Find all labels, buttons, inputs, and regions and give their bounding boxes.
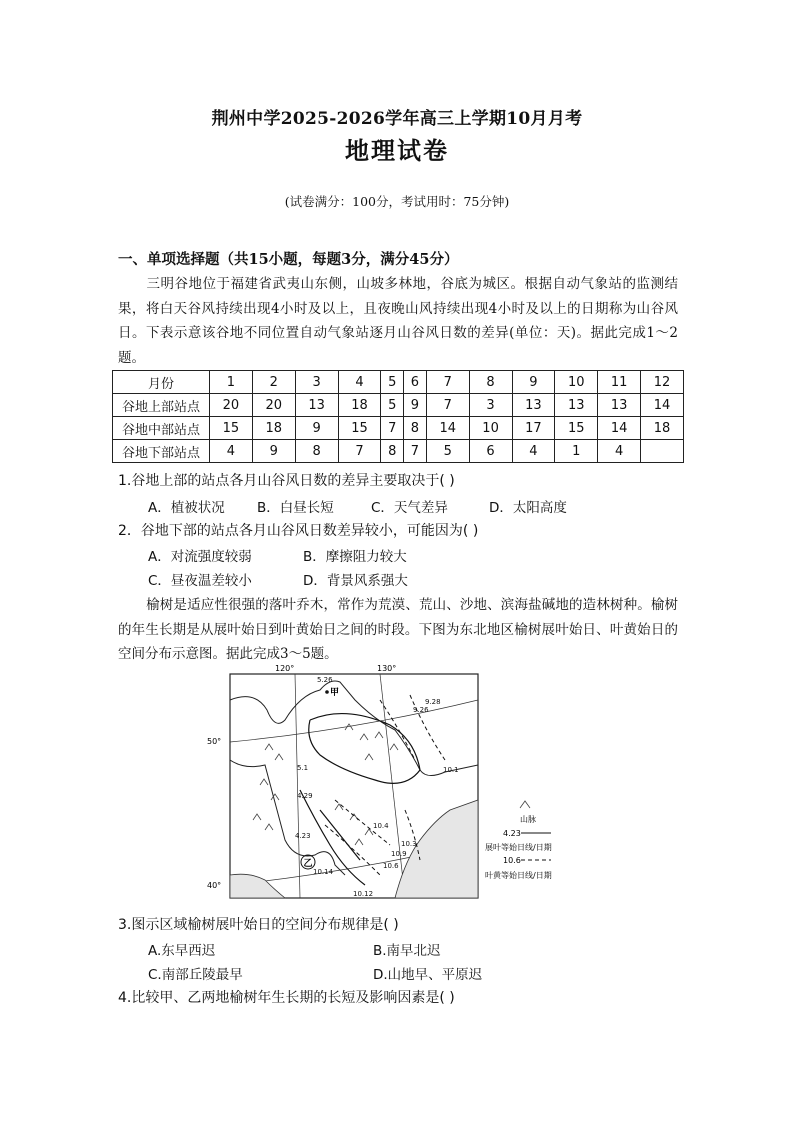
contour-label: 10.14 xyxy=(313,868,334,876)
table-header-row xyxy=(113,371,684,394)
place-jia-label: 甲 xyxy=(330,688,340,698)
table-cell: 15 xyxy=(210,417,253,440)
q3-option-c[interactable]: C.南部丘陵最早 xyxy=(148,967,243,983)
table-cell: 13 xyxy=(555,394,598,417)
month-header-cell: 5 xyxy=(381,371,404,394)
table-cell: 5 xyxy=(381,394,404,417)
lon-label-130: 130° xyxy=(377,664,397,673)
month-header-cell: 6 xyxy=(404,371,427,394)
contour-label: 4.23 xyxy=(295,832,311,840)
station-label-cell: 谷地上部站点 xyxy=(113,394,210,417)
legend-mountain: 山脉 xyxy=(520,815,536,824)
passage-2-text: 榆树是适应性很强的落叶乔木，常作为荒漠、荒山、沙地、滨海盐碱地的造林树种。榆树的年生长期是从展叶始日到叶黄始日之间的时段。下图为东北地区榆树展叶始日、叶黄始日的空间分布示意图。据此完成3～5题。 xyxy=(118,597,678,662)
contour-label: 5.1 xyxy=(297,764,309,772)
subject-title: 地理试卷 xyxy=(345,136,449,165)
q2-option-c[interactable]: C．昼夜温差较小 xyxy=(148,573,252,589)
month-header-cell: 1 xyxy=(210,371,253,394)
month-header-cell: 9 xyxy=(512,371,555,394)
month-header-cell: 4 xyxy=(338,371,381,394)
month-header-cell: 2 xyxy=(252,371,295,394)
table-cell: 13 xyxy=(295,394,338,417)
q1-option-d[interactable]: D．太阳高度 xyxy=(489,500,567,516)
table-cell: 3 xyxy=(469,394,512,417)
q3-option-a[interactable]: A.东早西迟 xyxy=(148,943,216,959)
lat-label-50: 50° xyxy=(207,737,222,746)
contour-label: 10.1 xyxy=(443,766,459,774)
table-cell: 14 xyxy=(598,417,641,440)
lat-label-40: 40° xyxy=(207,881,222,890)
table-cell xyxy=(641,440,684,463)
month-header-cell: 3 xyxy=(295,371,338,394)
legend-yellow-date: 10.6 xyxy=(503,856,521,865)
month-header-cell: 8 xyxy=(469,371,512,394)
legend-leaf-date: 4.23 xyxy=(503,829,521,838)
table-cell: 20 xyxy=(252,394,295,417)
table-row xyxy=(113,394,684,417)
table-cell: 8 xyxy=(295,440,338,463)
table-cell: 7 xyxy=(404,440,427,463)
table-header-label: 月份 xyxy=(113,371,210,394)
table-cell: 13 xyxy=(598,394,641,417)
table-row xyxy=(113,417,684,440)
q2-option-d[interactable]: D．背景风系强大 xyxy=(303,573,408,589)
table-cell: 7 xyxy=(381,417,404,440)
table-cell: 9 xyxy=(404,394,427,417)
question-2: 2．谷地下部的站点各月山谷风日数差异较小，可能因为( ) xyxy=(118,523,479,539)
passage-1-text: 三明谷地位于福建省武夷山东侧，山坡多林地，谷底为城区。根据自动气象站的监测结果，将白天谷风持续出现4小时及以上，且夜晚山风持续出现4小时及以上的日期称为山谷风日。下表示意该谷地不同位置自动气象站逐月山谷风日数的差异(单位：天)。据此完成1～2题。 xyxy=(118,276,678,366)
contour-label: 10.9 xyxy=(391,850,407,858)
exam-info: (试卷满分：100分，考试用时：75分钟) xyxy=(284,194,510,209)
table-cell: 7 xyxy=(426,394,469,417)
legend-yellow-label: 叶黄等始日线/日期 xyxy=(485,871,552,880)
table-cell: 9 xyxy=(252,440,295,463)
table-cell: 1 xyxy=(555,440,598,463)
q1-option-c[interactable]: C．天气差异 xyxy=(371,500,448,516)
table-cell: 4 xyxy=(512,440,555,463)
contour-label: 4.29 xyxy=(297,792,313,800)
table-cell: 5 xyxy=(426,440,469,463)
table-cell: 8 xyxy=(381,440,404,463)
contour-label: 9.28 xyxy=(425,698,441,706)
table-cell: 20 xyxy=(210,394,253,417)
table-cell: 15 xyxy=(338,417,381,440)
passage-2 xyxy=(118,593,678,667)
q1-option-b[interactable]: B．白昼长短 xyxy=(257,500,334,516)
q3-option-d[interactable]: D.山地早、平原迟 xyxy=(373,967,483,983)
q2-option-a[interactable]: A．对流强度较弱 xyxy=(148,549,252,565)
contour-label: 10.4 xyxy=(373,822,389,830)
table-cell: 18 xyxy=(338,394,381,417)
station-label-cell: 谷地下部站点 xyxy=(113,440,210,463)
table-cell: 14 xyxy=(426,417,469,440)
table-cell: 8 xyxy=(404,417,427,440)
table-cell: 6 xyxy=(469,440,512,463)
contour-label: 9.26 xyxy=(413,706,429,714)
month-header-cell: 11 xyxy=(598,371,641,394)
month-header-cell: 10 xyxy=(555,371,598,394)
place-jia-dot xyxy=(325,690,329,694)
contour-label: 10.3 xyxy=(401,840,417,848)
exam-title: 荆州中学2025-2026学年高三上学期10月月考 xyxy=(211,109,583,129)
contour-label: 10.12 xyxy=(353,890,374,898)
table-cell: 18 xyxy=(641,417,684,440)
table-cell: 13 xyxy=(512,394,555,417)
table-cell: 7 xyxy=(338,440,381,463)
table-row xyxy=(113,440,684,463)
table-cell: 18 xyxy=(252,417,295,440)
table-cell: 14 xyxy=(641,394,684,417)
valley-wind-table xyxy=(112,370,684,463)
month-header-cell: 12 xyxy=(641,371,684,394)
section-heading: 一、单项选择题（共15小题，每题3分，满分45分） xyxy=(118,251,459,268)
contour-label: 10.6 xyxy=(383,862,399,870)
question-3: 3.图示区域榆树展叶始日的空间分布规律是( ) xyxy=(118,917,399,933)
q1-option-a[interactable]: A．植被状况 xyxy=(148,500,225,516)
lon-label-120: 120° xyxy=(275,664,295,673)
month-header-cell: 7 xyxy=(426,371,469,394)
table-cell: 4 xyxy=(598,440,641,463)
table-cell: 9 xyxy=(295,417,338,440)
question-1: 1.谷地上部的站点各月山谷风日数的差异主要取决于( ) xyxy=(118,473,455,489)
table-cell: 17 xyxy=(512,417,555,440)
contour-label: 5.26 xyxy=(317,676,333,684)
question-4: 4.比较甲、乙两地榆树年生长期的长短及影响因素是( ) xyxy=(118,990,455,1006)
table-cell: 10 xyxy=(469,417,512,440)
table-cell: 4 xyxy=(210,440,253,463)
elm-phenology-map xyxy=(205,660,585,905)
table-cell: 15 xyxy=(555,417,598,440)
place-yi-label: 乙 xyxy=(303,859,313,869)
station-label-cell: 谷地中部站点 xyxy=(113,417,210,440)
q3-option-b[interactable]: B.南早北迟 xyxy=(373,943,441,959)
legend-leaf-label: 展叶等始日线/日期 xyxy=(485,843,552,852)
map-legend xyxy=(485,814,552,880)
passage-1 xyxy=(118,272,678,370)
q2-option-b[interactable]: B．摩擦阻力较大 xyxy=(303,549,407,565)
